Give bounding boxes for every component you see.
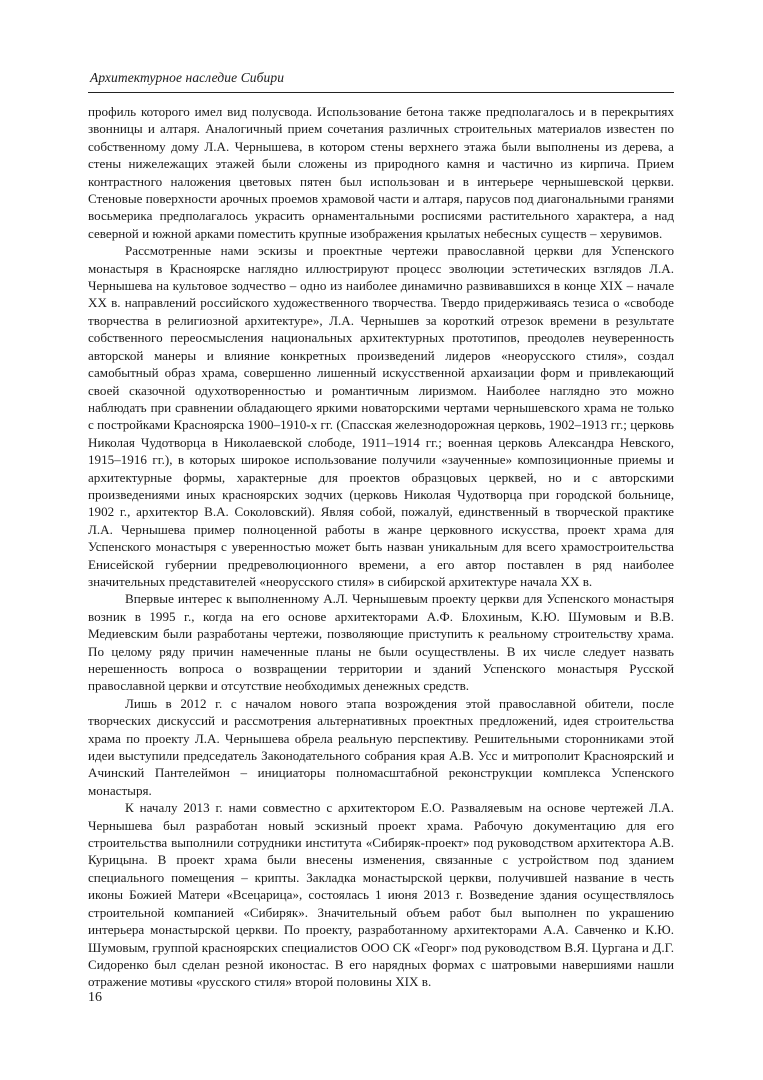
body-text [88,103,674,991]
paragraph-4: Лишь в 2012 г. с началом нового этапа возрождения этой православной обители, после творческих дискуссий и рассмотрения альтернативных проектных предложений, идея строительства храма по проекту Л.А. Чернышева обрела реальную перспективу. Решительными сторонниками этой идеи выступили председатель Законодательного собрания края А.В. Усс и митрополит Красноярский и Ачинский Пантелеймон – инициаторы полномасштабной реконструкции комплекса Успенского монастыря. [88,695,674,798]
running-header: Архитектурное наследие Сибири [90,70,285,85]
page-number: 16 [88,990,102,1005]
paragraph-2: Рассмотренные нами эскизы и проектные чертежи православной церкви для Успенского монастыря в Красноярске наглядно иллюстрируют процесс эволюции эстетических взглядов Л.А. Чернышева на культовое зодчество – одно из наиболее динамично развивавшихся в конце XIX – начале XX в. направлений российского художественного творчества. Твердо придерживаясь тезиса о «свободе творчества в религиозной архитектуре», Л.А. Чернышев за короткий отрезок времени в результате собственного переосмысления национальных архитектурных прототипов, преодолев неуверенность авторской манеры и влияние конкретных произведений лидеров «неорусского стиля», создал самобытный образ храма, совершенно лишенный искусственной архаизации форм и привлекающий своей сказочной одухотворенностью и романтичным лиризмом. Наиболее наглядно это можно наблюдать при сравнении обладающего яркими новаторскими чертами чернышевского храма не только с постройками Красноярска 1900–1910-х гг. (Спасская железнодорожная церковь, 1902–1913 гг.; церковь Николая Чудотворца в Николаевской слободе, 1911–1914 гг.; военная церковь Александра Невского, 1915–1916 гг.), в которых широкое использование получили «заученные» композиционные приемы и архитектурные формы, характерные для проектов образцовых церквей, но и с авторскими произведениями иных красноярских зодчих (церковь Николая Чудотворца при городской больнице, 1902 г., архитектор В.А. Соколовский). Являя собой, пожалуй, единственный в творческой практике Л.А. Чернышева пример полноценной работы в жанре церковного искусства, проект храма для Успенского монастыря с уверенностью может быть назван уникальным для всего храмостроительства Енисейской губернии предреволюционного времени, а его автор поставлен в ряд наиболее значительных представителей «неорусского стиля» в сибирской архитектуре начала XX в. [88,243,674,589]
paragraph-1: профиль которого имел вид полусвода. Использование бетона также предполагалось и в перекрытиях звонницы и алтаря. Аналогичный прием сочетания различных строительных материалов известен по собственному дому Л.А. Чернышева, в котором стены верхнего этажа были выполнены из дерева, а стены нижележащих этажей были сложены из природного камня и частично из кирпича. Прием контрастного наложения цветовых пятен был использован и в интерьере чернышевской церкви. Стеновые поверхности арочных проемов храмовой части и алтаря, парусов под диагональными гранями восьмерика предполагалось украсить орнаментальными росписями растительного характера, а над северной и южной арками поместить крупные изображения крылатых небесных существ – херувимов. [88,104,674,241]
header-rule [88,92,674,93]
paragraph-3: Впервые интерес к выполненному А.Л. Чернышевым проекту церкви для Успенского монастыря возник в 1995 г., когда на его основе архитекторами А.Ф. Блохиным, К.Ю. Шумовым и В.В. Медиевским были разработаны чертежи, позволяющие приступить к реальному строительству храма. По целому ряду причин намеченные планы не были осуществлены. В их числе следует назвать нерешенность вопроса о возвращении территории и зданий Успенского монастыря Русской православной церкви и отсутствие необходимых денежных средств. [88,591,674,694]
paragraph-5: К началу 2013 г. нами совместно с архитектором Е.О. Разваляевым на основе чертежей Л.А. Чернышева был разработан новый эскизный проект храма. Рабочую документацию для его строительства выполнили сотрудники института «Сибиряк-проект» под руководством архитектора А.В. Курицына. В проект храма были внесены изменения, связанные с устройством под зданием специального помещения – крипты. Закладка монастырской церкви, получившей название в честь иконы Божией Матери «Всецарица», состоялась 1 июня 2013 г. Возведение здания осуществлялось строительной компанией «Сибиряк». Значительный объем работ был выполнен по украшению интерьера монастырской церкви. По проекту, разработанному архитекторами А.А. Савченко и К.Ю. Шумовым, группой красноярских специалистов ООО СК «Георг» под руководством В.Я. Цургана и Д.Г. Сидоренко был сделан резной иконостас. В его нарядных формах с шатровыми навершиями нашли отражение мотивы «русского стиля» второй половины XIX в. [88,800,674,990]
